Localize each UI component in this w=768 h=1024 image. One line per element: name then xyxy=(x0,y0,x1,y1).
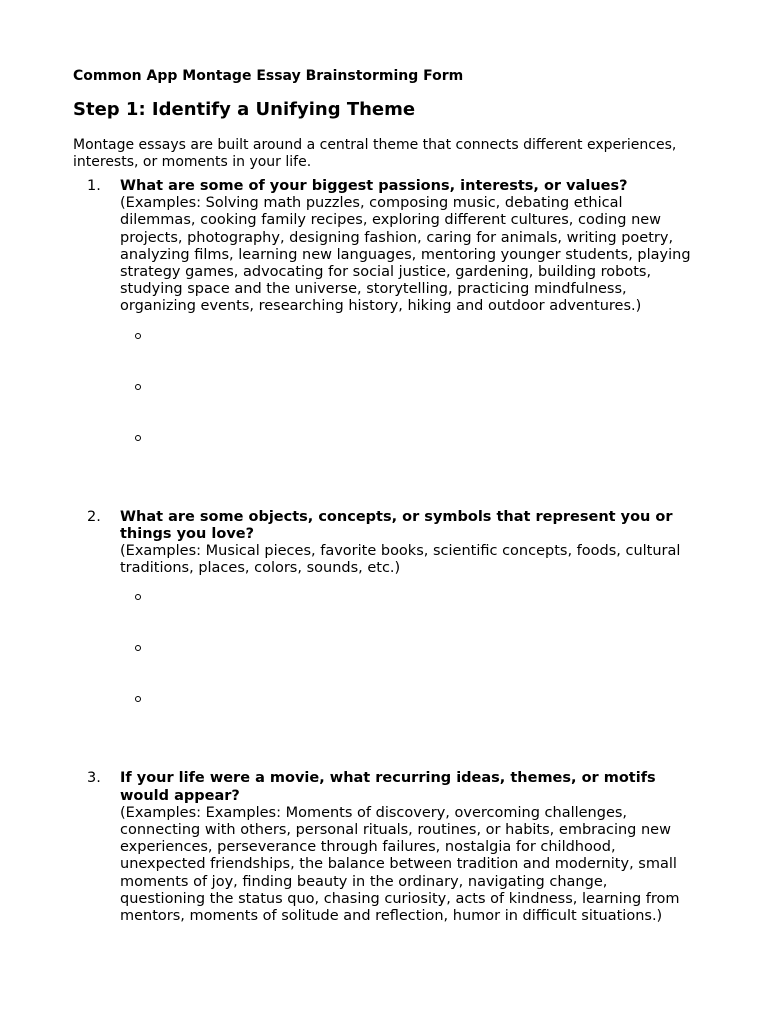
answer-line[interactable] xyxy=(120,577,693,628)
step-heading: Step 1: Identify a Unifying Theme xyxy=(73,99,416,120)
question-item-2 xyxy=(73,509,693,731)
hollow-bullet-icon xyxy=(135,696,141,702)
question-examples: (Examples: Examples: Moments of discovery, overcoming challenges, connecting with others, personal rituals, routines, or habits, embracing new experiences, perseverance through failures, nostalgia for childhood, unexpected friendships, the balance between tradition and modernity, small moments of joy, finding beauty in the ordinary, navigating change, questioning the status quo, chasing curiosity, acts of kindness, learning from mentors, moments of solitude and reflection, humor in difficult situations.) xyxy=(120,804,680,925)
answer-line[interactable] xyxy=(120,316,693,367)
answer-list xyxy=(120,316,693,469)
question-text: What are some objects, concepts, or symbols that represent you or things you love? xyxy=(120,508,673,542)
question-item-3 xyxy=(73,770,693,925)
document-title: Common App Montage Essay Brainstorming Form xyxy=(73,68,464,84)
question-examples: (Examples: Solving math puzzles, composing music, debating ethical dilemmas, cooking family recipes, exploring different cultures, coding new projects, photography, designing fashion, caring for animals, writing poetry, analyzing films, learning new languages, mentoring younger students, playing strategy games, advocating for social justice, gardening, building robots, studying space and the universe, storytelling, practicing mindfulness, organizing events, researching history, hiking and outdoor adventures.) xyxy=(120,195,691,315)
question-list xyxy=(73,178,693,925)
question-text: If your life were a movie, what recurring ideas, themes, or motifs would appear? xyxy=(120,770,656,804)
answer-line[interactable] xyxy=(120,367,693,418)
intro-paragraph: Montage essays are built around a central theme that connects different experiences, interests, or moments in your life. xyxy=(73,137,677,170)
question-number: 3. xyxy=(87,770,101,787)
answer-line[interactable] xyxy=(120,418,693,469)
hollow-bullet-icon xyxy=(135,645,141,651)
hollow-bullet-icon xyxy=(135,384,141,390)
answer-line[interactable] xyxy=(120,628,693,679)
question-number: 1. xyxy=(87,178,101,194)
hollow-bullet-icon xyxy=(135,333,141,339)
question-text: What are some of your biggest passions, interests, or values? xyxy=(120,178,628,194)
answer-line[interactable] xyxy=(120,679,693,730)
hollow-bullet-icon xyxy=(135,435,141,441)
question-number: 2. xyxy=(87,508,101,525)
answer-list xyxy=(120,577,693,730)
question-item-1 xyxy=(73,178,693,469)
hollow-bullet-icon xyxy=(135,594,141,600)
question-examples: (Examples: Musical pieces, favorite books, scientific concepts, foods, cultural traditions, places, colors, sounds, etc.) xyxy=(120,543,681,577)
document-page xyxy=(73,66,693,925)
